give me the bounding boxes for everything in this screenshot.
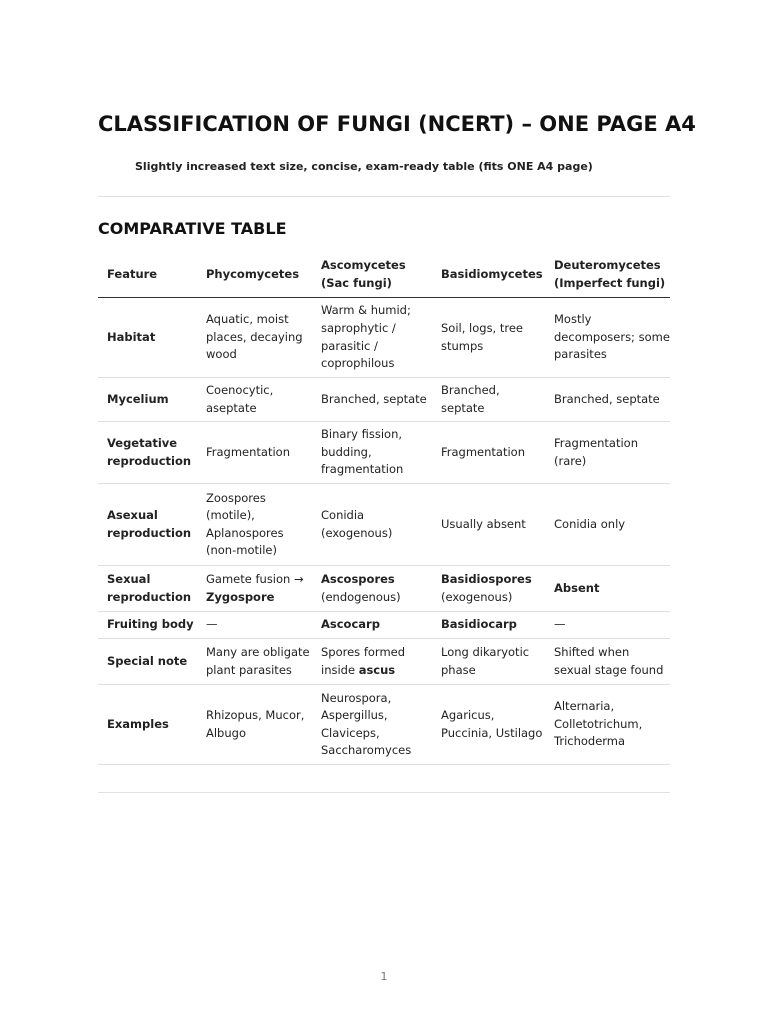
- page-title: CLASSIFICATION OF FUNGI (NCERT) – ONE PAGE A4: [98, 112, 696, 136]
- table-row: [98, 298, 670, 378]
- page-number: 1: [380, 970, 388, 983]
- table-cell: Fragmentation (rare): [545, 422, 670, 484]
- section-heading: COMPARATIVE TABLE: [98, 219, 287, 238]
- comparative-table: [98, 255, 670, 765]
- feature-cell: Vegetative reproduction: [98, 422, 197, 484]
- table-row: [98, 639, 670, 685]
- feature-cell: Habitat: [98, 298, 197, 378]
- cell-bold-text: Ascospores: [321, 572, 395, 587]
- table-cell: Long dikaryotic phase: [432, 639, 545, 685]
- table-cell: [312, 566, 432, 612]
- table-cell: Branched, septate: [545, 378, 670, 422]
- column-header: Deuteromycetes (Imperfect fungi): [545, 255, 670, 298]
- table-cell: [197, 566, 312, 612]
- cell-bold-text: Absent: [554, 580, 600, 595]
- table-cell: Fragmentation: [432, 422, 545, 484]
- table-cell: Fragmentation: [197, 422, 312, 484]
- table-cell: Zoospores (motile), Aplanospores (non-motile): [197, 484, 312, 566]
- feature-cell: Mycelium: [98, 378, 197, 422]
- table-cell: Neurospora, Aspergillus, Claviceps, Saccharomyces: [312, 685, 432, 765]
- table-cell: [545, 566, 670, 612]
- feature-cell: Fruiting body: [98, 612, 197, 639]
- top-divider: [98, 196, 670, 197]
- column-header: Ascomycetes (Sac fungi): [312, 255, 432, 298]
- table-cell: Usually absent: [432, 484, 545, 566]
- table-cell: Binary fission, budding, fragmentation: [312, 422, 432, 484]
- table-cell: Conidia only: [545, 484, 670, 566]
- table-header-row: [98, 255, 670, 298]
- cell-text: (endogenous): [321, 589, 401, 604]
- column-header: Basidiomycetes: [432, 255, 545, 298]
- cell-text: Spores formed inside: [321, 645, 406, 677]
- table-cell: [432, 566, 545, 612]
- table-cell: Mostly decomposers; some parasites: [545, 298, 670, 378]
- feature-cell: Examples: [98, 685, 197, 765]
- feature-cell: Special note: [98, 639, 197, 685]
- cell-bold-text: Basidiocarp: [441, 617, 517, 632]
- table-row: [98, 422, 670, 484]
- table-cell: Shifted when sexual stage found: [545, 639, 670, 685]
- table-row: [98, 484, 670, 566]
- table-cell: —: [197, 612, 312, 639]
- table-cell: Aquatic, moist places, decaying wood: [197, 298, 312, 378]
- table-cell: Rhizopus, Mucor, Albugo: [197, 685, 312, 765]
- bottom-divider: [98, 792, 670, 793]
- table-row: [98, 566, 670, 612]
- cell-text: (exogenous): [441, 589, 513, 604]
- table-cell: Branched, septate: [432, 378, 545, 422]
- cell-bold-text: Basidiospores: [441, 572, 532, 587]
- table-cell: Warm & humid; saprophytic / parasitic / coprophilous: [312, 298, 432, 378]
- cell-bold-text: Ascocarp: [321, 617, 380, 632]
- cell-text: Gamete fusion →: [206, 572, 304, 587]
- table-cell: [432, 612, 545, 639]
- table-cell: Soil, logs, tree stumps: [432, 298, 545, 378]
- cell-bold-text: ascus: [358, 662, 396, 677]
- table-cell: Conidia (exogenous): [312, 484, 432, 566]
- table-body: [98, 298, 670, 765]
- table-row: [98, 612, 670, 639]
- table-cell: Branched, septate: [312, 378, 432, 422]
- table-cell: Many are obligate plant parasites: [197, 639, 312, 685]
- table-cell: [312, 639, 432, 685]
- column-header: Phycomycetes: [197, 255, 312, 298]
- table-cell: —: [545, 612, 670, 639]
- table-cell: Alternaria, Colletotrichum, Trichoderma: [545, 685, 670, 765]
- cell-bold-text: Zygospore: [206, 589, 275, 604]
- column-header: Feature: [98, 255, 197, 298]
- page-subtitle: Slightly increased text size, concise, exam-ready table (fits ONE A4 page): [135, 160, 593, 173]
- table-cell: Coenocytic, aseptate: [197, 378, 312, 422]
- feature-cell: Sexual reproduction: [98, 566, 197, 612]
- table-row: [98, 378, 670, 422]
- table-cell: [312, 612, 432, 639]
- table-cell: Agaricus, Puccinia, Ustilago: [432, 685, 545, 765]
- feature-cell: Asexual reproduction: [98, 484, 197, 566]
- table-row: [98, 685, 670, 765]
